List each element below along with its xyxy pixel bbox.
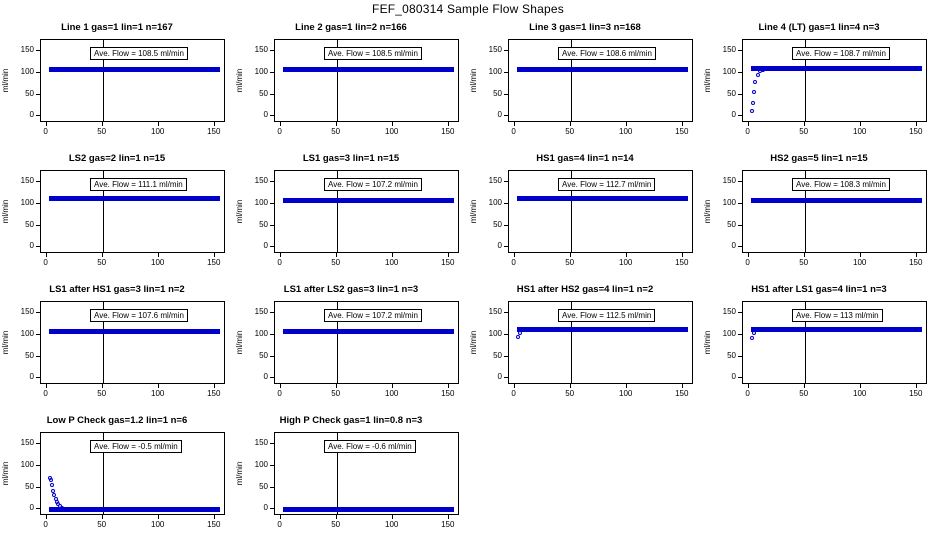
- x-tick-mark: [214, 384, 215, 388]
- data-point: [750, 336, 754, 340]
- chart-panel: [468, 22, 702, 153]
- x-tick-mark: [280, 253, 281, 257]
- x-tick-label: 150: [675, 389, 689, 398]
- x-tick-label: 0: [511, 127, 516, 136]
- data-series-plateau: [517, 67, 689, 72]
- y-tick-label: 50: [493, 350, 502, 360]
- x-tick-mark: [682, 253, 683, 257]
- data-series-plateau: [751, 327, 923, 332]
- x-tick-mark: [102, 122, 103, 126]
- x-tick-mark: [860, 122, 861, 126]
- data-point: [516, 335, 520, 339]
- chart-panel: [234, 153, 468, 284]
- x-tick-mark: [448, 253, 449, 257]
- y-axis-label: ml/min: [469, 330, 478, 355]
- x-tick-label: 50: [565, 389, 575, 398]
- y-tick-label: 150: [254, 175, 268, 185]
- x-tick-label: 100: [853, 258, 867, 267]
- x-tick-label: 100: [853, 389, 867, 398]
- x-tick-mark: [336, 122, 337, 126]
- panel-title: Line 2 gas=1 lin=2 n=166: [295, 22, 407, 33]
- y-tick-label: 150: [722, 306, 736, 316]
- x-tick-mark: [392, 253, 393, 257]
- data-point: [751, 101, 755, 105]
- y-tick-label: 50: [727, 88, 736, 98]
- y-tick-label: 0: [29, 241, 34, 251]
- chart-panel: [0, 153, 234, 284]
- x-tick-label: 50: [331, 258, 341, 267]
- data-series-plateau: [49, 67, 221, 72]
- x-tick-mark: [158, 515, 159, 519]
- x-tick-label: 100: [385, 258, 399, 267]
- y-tick-label: 50: [259, 350, 268, 360]
- x-tick-mark: [748, 122, 749, 126]
- x-tick-mark: [158, 384, 159, 388]
- y-tick-label: 0: [731, 110, 736, 120]
- panel-title: HS1 after LS1 gas=4 lin=1 n=3: [751, 284, 887, 295]
- y-axis-label: ml/min: [235, 68, 244, 93]
- y-tick-label: 100: [20, 459, 34, 469]
- x-tick-label: 100: [619, 127, 633, 136]
- y-tick-label: 50: [727, 219, 736, 229]
- y-tick-label: 100: [488, 197, 502, 207]
- average-flow-annotation: Ave. Flow = 108.3 ml/min: [792, 178, 890, 191]
- x-tick-mark: [214, 122, 215, 126]
- x-tick-label: 0: [511, 258, 516, 267]
- y-tick-label: 0: [29, 110, 34, 120]
- x-tick-label: 150: [441, 127, 455, 136]
- x-tick-label: 150: [207, 520, 221, 529]
- y-axis-label: ml/min: [1, 68, 10, 93]
- data-series-plateau: [517, 196, 689, 201]
- x-tick-label: 0: [745, 258, 750, 267]
- y-tick-label: 100: [254, 66, 268, 76]
- y-tick-label: 0: [731, 372, 736, 382]
- x-tick-label: 150: [441, 258, 455, 267]
- x-tick-label: 50: [97, 520, 107, 529]
- y-tick-label: 50: [25, 481, 34, 491]
- panel-title: LS2 gas=2 lin=1 n=15: [68, 153, 166, 164]
- data-point: [756, 328, 760, 332]
- chart-panel: [468, 284, 702, 415]
- y-axis-label: ml/min: [235, 199, 244, 224]
- panel-title: LS1 after HS1 gas=3 lin=1 n=2: [49, 284, 185, 295]
- x-tick-label: 150: [441, 520, 455, 529]
- y-tick-label: 50: [25, 350, 34, 360]
- average-flow-annotation: Ave. Flow = 112.7 ml/min: [558, 178, 655, 191]
- x-tick-label: 150: [207, 127, 221, 136]
- x-tick-label: 0: [277, 258, 282, 267]
- x-tick-mark: [448, 122, 449, 126]
- y-tick-label: 0: [29, 503, 34, 513]
- x-tick-mark: [626, 122, 627, 126]
- x-tick-mark: [392, 122, 393, 126]
- x-tick-mark: [102, 515, 103, 519]
- chart-panel: [234, 22, 468, 153]
- x-tick-mark: [280, 122, 281, 126]
- y-tick-label: 150: [488, 306, 502, 316]
- y-tick-label: 100: [254, 459, 268, 469]
- y-axis-label: ml/min: [1, 199, 10, 224]
- y-tick-label: 150: [20, 44, 34, 54]
- panel-title: HS1 gas=4 lin=1 n=14: [536, 153, 634, 164]
- y-tick-label: 50: [727, 350, 736, 360]
- x-tick-label: 0: [43, 127, 48, 136]
- data-series-plateau: [517, 327, 689, 332]
- average-flow-annotation: Ave. Flow = 108.7 ml/min: [792, 47, 890, 60]
- x-tick-label: 150: [909, 389, 923, 398]
- y-axis-label: ml/min: [703, 199, 712, 224]
- x-tick-label: 150: [909, 258, 923, 267]
- y-tick-label: 150: [488, 44, 502, 54]
- data-series-plateau: [751, 66, 923, 71]
- y-axis-label: ml/min: [235, 461, 244, 486]
- x-tick-mark: [916, 122, 917, 126]
- y-tick-label: 150: [254, 44, 268, 54]
- y-axis-label: ml/min: [469, 199, 478, 224]
- x-tick-mark: [102, 253, 103, 257]
- x-tick-label: 150: [909, 127, 923, 136]
- average-flow-annotation: Ave. Flow = 108.5 ml/min: [90, 47, 188, 60]
- x-tick-mark: [46, 515, 47, 519]
- x-tick-mark: [392, 515, 393, 519]
- chart-panel: [0, 22, 234, 153]
- x-tick-mark: [916, 384, 917, 388]
- data-point: [752, 331, 756, 335]
- x-tick-label: 100: [151, 520, 165, 529]
- y-tick-label: 0: [497, 110, 502, 120]
- x-tick-label: 50: [97, 258, 107, 267]
- chart-panel: [702, 153, 936, 284]
- y-tick-label: 50: [493, 219, 502, 229]
- y-tick-label: 100: [20, 66, 34, 76]
- x-tick-mark: [916, 253, 917, 257]
- x-tick-label: 0: [277, 520, 282, 529]
- x-tick-label: 50: [331, 389, 341, 398]
- x-tick-label: 100: [853, 127, 867, 136]
- panel-title: LS1 after LS2 gas=3 lin=1 n=3: [283, 284, 419, 295]
- y-tick-label: 50: [259, 219, 268, 229]
- y-tick-label: 150: [488, 175, 502, 185]
- x-tick-label: 150: [207, 389, 221, 398]
- chart-panel: [702, 22, 936, 153]
- data-point: [753, 80, 757, 84]
- y-tick-label: 0: [263, 372, 268, 382]
- x-tick-label: 100: [385, 389, 399, 398]
- average-flow-annotation: Ave. Flow = -0.5 ml/min: [90, 440, 182, 453]
- x-tick-mark: [804, 122, 805, 126]
- x-tick-mark: [448, 384, 449, 388]
- chart-panel: [702, 284, 936, 415]
- x-tick-mark: [336, 384, 337, 388]
- y-tick-label: 0: [263, 241, 268, 251]
- average-flow-annotation: Ave. Flow = 107.2 ml/min: [324, 309, 422, 322]
- chart-panel: [468, 153, 702, 284]
- x-tick-mark: [46, 253, 47, 257]
- chart-panel: [234, 284, 468, 415]
- y-tick-label: 50: [25, 219, 34, 229]
- y-tick-label: 150: [254, 437, 268, 447]
- y-tick-label: 100: [722, 66, 736, 76]
- x-tick-label: 100: [151, 258, 165, 267]
- x-tick-label: 150: [441, 389, 455, 398]
- data-series-plateau: [283, 329, 455, 334]
- panel-title: HS1 after HS2 gas=4 lin=1 n=2: [516, 284, 654, 295]
- x-tick-mark: [448, 515, 449, 519]
- x-tick-label: 100: [619, 258, 633, 267]
- x-tick-mark: [626, 253, 627, 257]
- x-tick-mark: [280, 384, 281, 388]
- data-point: [766, 67, 770, 71]
- y-tick-label: 100: [254, 197, 268, 207]
- chart-panel: [234, 415, 468, 546]
- y-tick-label: 100: [488, 66, 502, 76]
- panel-title: Low P Check gas=1.2 lin=1 n=6: [46, 415, 188, 426]
- x-tick-mark: [748, 384, 749, 388]
- data-series-plateau: [283, 198, 455, 203]
- x-tick-label: 100: [619, 389, 633, 398]
- x-tick-mark: [158, 253, 159, 257]
- data-point: [761, 68, 765, 72]
- panel-title: Line 3 gas=1 lin=3 n=168: [529, 22, 641, 33]
- panel-title: LS1 gas=3 lin=1 n=15: [302, 153, 400, 164]
- x-tick-mark: [570, 253, 571, 257]
- x-tick-label: 150: [675, 258, 689, 267]
- x-tick-mark: [570, 384, 571, 388]
- x-tick-label: 0: [43, 520, 48, 529]
- y-tick-label: 100: [20, 328, 34, 338]
- x-tick-mark: [214, 515, 215, 519]
- y-tick-label: 50: [259, 481, 268, 491]
- average-flow-annotation: Ave. Flow = 107.6 ml/min: [90, 309, 188, 322]
- y-tick-label: 150: [20, 175, 34, 185]
- x-tick-label: 100: [151, 127, 165, 136]
- average-flow-annotation: Ave. Flow = 108.6 ml/min: [558, 47, 656, 60]
- x-tick-mark: [626, 384, 627, 388]
- x-tick-mark: [748, 253, 749, 257]
- y-tick-label: 100: [488, 328, 502, 338]
- x-tick-mark: [102, 384, 103, 388]
- panel-title: Line 1 gas=1 lin=1 n=167: [61, 22, 173, 33]
- x-tick-label: 0: [745, 389, 750, 398]
- average-flow-annotation: Ave. Flow = 113 ml/min: [792, 309, 883, 322]
- data-series-plateau: [49, 196, 221, 201]
- x-tick-label: 0: [511, 389, 516, 398]
- x-tick-label: 0: [745, 127, 750, 136]
- y-axis-label: ml/min: [703, 68, 712, 93]
- average-flow-annotation: Ave. Flow = -0.6 ml/min: [324, 440, 416, 453]
- x-tick-label: 50: [799, 389, 809, 398]
- x-tick-mark: [860, 253, 861, 257]
- data-series-plateau: [283, 507, 455, 512]
- average-flow-annotation: Ave. Flow = 112.5 ml/min: [558, 309, 655, 322]
- y-tick-label: 150: [20, 306, 34, 316]
- y-tick-label: 100: [722, 328, 736, 338]
- y-tick-label: 0: [263, 110, 268, 120]
- data-series-plateau: [49, 507, 221, 512]
- chart-panel: [0, 415, 234, 546]
- data-point: [518, 331, 522, 335]
- x-tick-mark: [392, 384, 393, 388]
- y-tick-label: 150: [722, 175, 736, 185]
- y-tick-label: 150: [722, 44, 736, 54]
- average-flow-annotation: Ave. Flow = 107.2 ml/min: [324, 178, 422, 191]
- y-tick-label: 100: [722, 197, 736, 207]
- x-tick-label: 50: [97, 389, 107, 398]
- panel-title: High P Check gas=1 lin=0.8 n=3: [279, 415, 423, 426]
- x-tick-label: 0: [277, 389, 282, 398]
- x-tick-mark: [682, 384, 683, 388]
- x-tick-label: 0: [277, 127, 282, 136]
- panel-title: Line 4 (LT) gas=1 lin=4 n=3: [758, 22, 880, 33]
- page-title: FEF_080314 Sample Flow Shapes: [372, 2, 564, 16]
- x-tick-mark: [682, 122, 683, 126]
- x-tick-mark: [336, 515, 337, 519]
- y-tick-label: 100: [20, 197, 34, 207]
- x-tick-mark: [336, 253, 337, 257]
- x-tick-label: 100: [385, 127, 399, 136]
- x-tick-mark: [280, 515, 281, 519]
- panel-title: HS2 gas=5 lin=1 n=15: [770, 153, 868, 164]
- x-tick-label: 100: [151, 389, 165, 398]
- x-tick-label: 0: [43, 258, 48, 267]
- x-tick-label: 50: [799, 127, 809, 136]
- x-tick-mark: [514, 122, 515, 126]
- data-series-plateau: [283, 67, 455, 72]
- data-series-plateau: [751, 198, 923, 203]
- average-flow-annotation: Ave. Flow = 111.1 ml/min: [90, 178, 187, 191]
- data-point: [756, 73, 760, 77]
- x-tick-label: 50: [331, 127, 341, 136]
- data-point: [49, 478, 53, 482]
- x-tick-label: 50: [565, 127, 575, 136]
- data-point: [50, 483, 54, 487]
- data-series-plateau: [49, 329, 221, 334]
- y-tick-label: 50: [25, 88, 34, 98]
- y-axis-label: ml/min: [469, 68, 478, 93]
- x-tick-mark: [214, 253, 215, 257]
- y-tick-label: 100: [254, 328, 268, 338]
- x-tick-label: 100: [385, 520, 399, 529]
- y-axis-label: ml/min: [1, 461, 10, 486]
- data-point: [63, 507, 67, 511]
- y-tick-label: 0: [263, 503, 268, 513]
- chart-panel: [0, 284, 234, 415]
- data-point: [750, 109, 754, 113]
- y-axis-label: ml/min: [235, 330, 244, 355]
- data-point: [752, 90, 756, 94]
- y-tick-label: 150: [254, 306, 268, 316]
- x-tick-label: 0: [43, 389, 48, 398]
- x-tick-label: 150: [207, 258, 221, 267]
- x-tick-mark: [514, 253, 515, 257]
- y-axis-label: ml/min: [1, 330, 10, 355]
- y-tick-label: 0: [29, 372, 34, 382]
- x-tick-label: 50: [97, 127, 107, 136]
- y-tick-label: 0: [497, 372, 502, 382]
- x-tick-mark: [46, 384, 47, 388]
- x-tick-mark: [860, 384, 861, 388]
- x-tick-mark: [804, 253, 805, 257]
- x-tick-mark: [514, 384, 515, 388]
- x-tick-label: 50: [331, 520, 341, 529]
- x-tick-mark: [158, 122, 159, 126]
- y-tick-label: 50: [493, 88, 502, 98]
- x-tick-label: 50: [565, 258, 575, 267]
- y-axis-label: ml/min: [703, 330, 712, 355]
- average-flow-annotation: Ave. Flow = 108.5 ml/min: [324, 47, 422, 60]
- y-tick-label: 150: [20, 437, 34, 447]
- x-tick-mark: [804, 384, 805, 388]
- y-tick-label: 50: [259, 88, 268, 98]
- x-tick-mark: [570, 122, 571, 126]
- y-tick-label: 0: [497, 241, 502, 251]
- x-tick-label: 50: [799, 258, 809, 267]
- x-tick-mark: [46, 122, 47, 126]
- x-tick-label: 150: [675, 127, 689, 136]
- y-tick-label: 0: [731, 241, 736, 251]
